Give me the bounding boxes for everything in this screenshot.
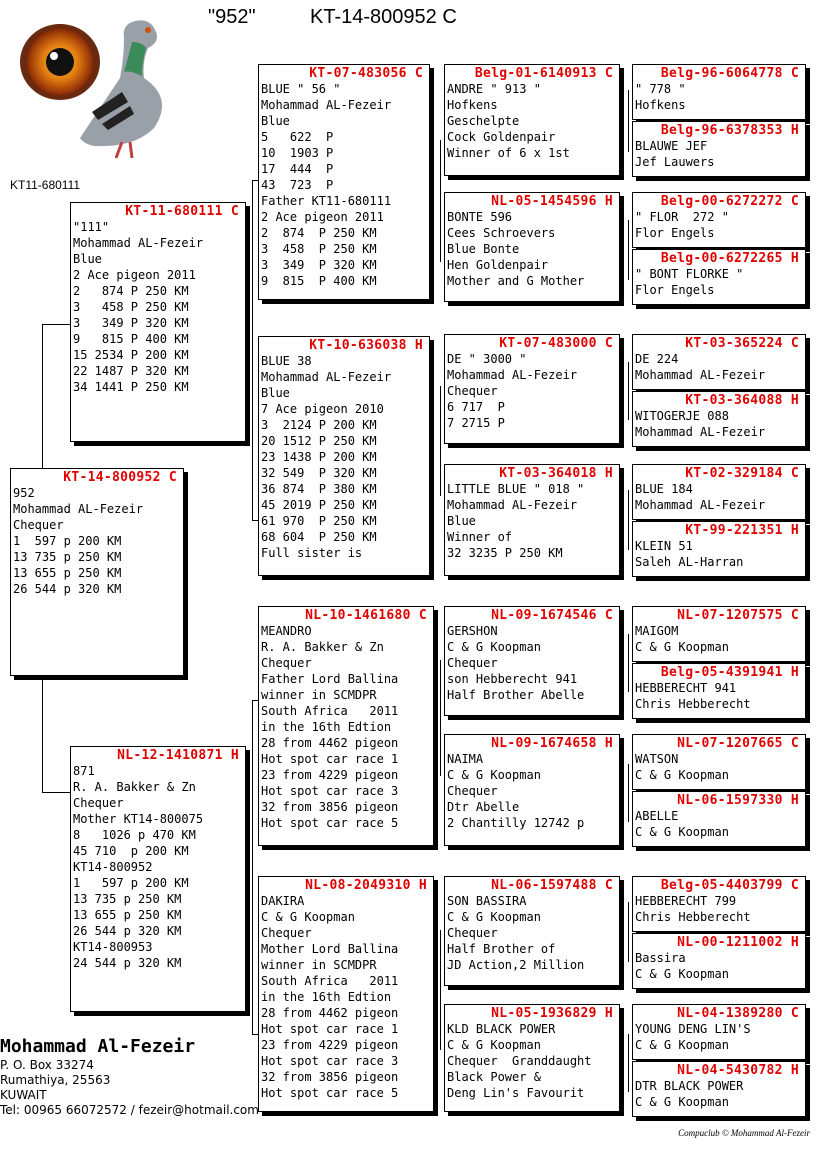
card-line: 20 1512 P 250 KM	[261, 434, 377, 448]
connector-line	[628, 90, 629, 152]
card-line: C & G Koopman	[447, 640, 541, 654]
card-lines	[445, 351, 619, 431]
card-line: 2 Ace pigeon 2011	[73, 268, 196, 282]
card-line: Chequer	[261, 656, 312, 670]
card-line: 2 874 P 250 KM	[73, 284, 189, 298]
card-lines	[445, 893, 619, 973]
pedigree-card-dd[interactable]	[258, 876, 434, 1112]
card-line: GERSHON	[447, 624, 498, 638]
ring-number: NL-05-1936829 H	[491, 1006, 613, 1021]
card-line: 8 1026 p 470 KM	[73, 828, 196, 842]
card-line: BONTE 596	[447, 210, 513, 224]
card-lines	[259, 623, 433, 831]
card-lines	[633, 138, 805, 170]
pedigree-card-g15[interactable]	[632, 1004, 806, 1060]
card-lines	[71, 219, 245, 395]
card-line: BLUE 38	[261, 354, 312, 368]
card-line: KT14-800952	[73, 860, 153, 874]
connector-line	[440, 660, 441, 776]
copyright-notice: Compuclub © Mohammad Al-Fezeir	[678, 1128, 810, 1138]
connector-line	[628, 902, 629, 962]
card-line: Chequer	[447, 926, 498, 940]
pedigree-card-g4[interactable]	[632, 249, 806, 305]
pedigree-card-g5[interactable]	[632, 334, 806, 390]
card-line: KLEIN 51	[635, 539, 693, 553]
card-line: R. A. Bakker & Zn	[261, 640, 384, 654]
pedigree-card-sss[interactable]	[444, 64, 620, 176]
card-lines	[445, 81, 619, 161]
ring-number: KT-03-364088 H	[685, 393, 799, 408]
card-line: son Hebberecht 941	[447, 672, 578, 686]
card-lines	[445, 623, 619, 703]
card-line: 32 from 3856 pigeon	[261, 1070, 399, 1084]
card-line: 32 from 3856 pigeon	[261, 800, 399, 814]
ring-number: NL-05-1454596 H	[491, 194, 613, 209]
card-line: Chequer	[73, 796, 124, 810]
connector-line	[252, 180, 253, 520]
logo-caption: KT11-680111	[10, 178, 81, 192]
connector-line	[628, 220, 629, 280]
card-line: 3 458 P 250 KM	[261, 242, 377, 256]
card-line: Full sister is	[261, 546, 363, 560]
card-lines	[633, 808, 805, 840]
card-line: 2 874 P 250 KM	[261, 226, 377, 240]
owner-name: Mohammad Al-Fezeir	[0, 1036, 196, 1057]
pedigree-card-g6[interactable]	[632, 391, 806, 447]
card-line: HEBBERECHT 799	[635, 894, 737, 908]
card-lines	[633, 351, 805, 383]
pedigree-card-g12[interactable]	[632, 791, 806, 847]
card-line: 3 458 P 250 KM	[73, 300, 189, 314]
card-line: Black Power &	[447, 1070, 541, 1084]
ring-number: Belg-96-6064778 C	[660, 66, 799, 81]
card-line: C & G Koopman	[447, 1038, 541, 1052]
ring-number: KT-03-365224 C	[685, 336, 799, 351]
card-lines	[633, 1078, 805, 1110]
card-line: 17 444 P	[261, 162, 334, 176]
card-line: WITOGERJE 088	[635, 409, 729, 423]
pedigree-card-dsd[interactable]	[444, 734, 620, 846]
pedigree-card-ddd[interactable]	[444, 1004, 620, 1112]
pedigree-card-ssd[interactable]	[444, 192, 620, 302]
owner-contact-block	[0, 1036, 259, 1118]
card-line: Half Brother of	[447, 942, 556, 956]
ring-number: Belg-00-6272265 H	[660, 251, 799, 266]
ring-number: KT-10-636038 H	[309, 338, 423, 353]
card-line: Mohammad AL-Fezeir	[13, 502, 144, 516]
ring-number: Belg-01-6140913 C	[474, 66, 613, 81]
card-line: KLD BLACK POWER	[447, 1022, 556, 1036]
card-line: Chequer	[261, 926, 312, 940]
card-line: 32 3235 P 250 KM	[447, 546, 563, 560]
card-line: 9 815 P 400 KM	[73, 332, 189, 346]
card-line: 36 874 P 380 KM	[261, 482, 377, 496]
card-line: DE " 3000 "	[447, 352, 527, 366]
card-line: DAKIRA	[261, 894, 305, 908]
card-lines	[633, 266, 805, 298]
card-line: Hofkens	[635, 98, 686, 112]
card-lines	[259, 893, 433, 1101]
pedigree-card-ss[interactable]	[258, 64, 430, 300]
pedigree-card-dss[interactable]	[444, 606, 620, 716]
card-lines	[633, 950, 805, 982]
pigeon-name-title: "952"	[208, 6, 256, 28]
card-line: Mohammad AL-Fezeir	[261, 370, 392, 384]
pedigree-card-sds[interactable]	[444, 334, 620, 444]
card-line: " FLOR 272 "	[635, 210, 729, 224]
card-line: HEBBERECHT 941	[635, 681, 737, 695]
pedigree-card-sd[interactable]	[258, 336, 430, 576]
ring-number: KT-07-483000 C	[499, 336, 613, 351]
ring-number: NL-10-1461680 C	[305, 608, 427, 623]
card-line: 61 970 P 250 KM	[261, 514, 377, 528]
connector-line	[440, 386, 441, 496]
card-line: C & G Koopman	[635, 1095, 729, 1109]
card-lines	[11, 485, 183, 597]
card-lines	[633, 481, 805, 513]
card-line: "111"	[73, 220, 110, 234]
ring-number: NL-09-1674658 H	[491, 736, 613, 751]
pedigree-card-g16[interactable]	[632, 1061, 806, 1117]
card-line: ANDRE " 913 "	[447, 82, 541, 96]
pedigree-card-subject[interactable]	[10, 468, 184, 676]
card-line: 45 710 p 200 KM	[73, 844, 189, 858]
card-line: 1 597 p 200 KM	[73, 876, 189, 890]
card-line: 13 735 p 250 KM	[13, 550, 122, 564]
ring-number: NL-07-1207575 C	[677, 608, 799, 623]
pedigree-card-g10[interactable]	[632, 663, 806, 719]
card-line: Chris Hebberecht	[635, 910, 751, 924]
card-line: LITTLE BLUE " 018 "	[447, 482, 585, 496]
card-line: 871	[73, 764, 95, 778]
card-line: C & G Koopman	[261, 910, 355, 924]
card-line: Cees Schroevers	[447, 226, 556, 240]
card-line: 28 from 4462 pigeon	[261, 1006, 399, 1020]
card-line: Hot spot car race 1	[261, 1022, 399, 1036]
card-line: 24 544 p 320 KM	[73, 956, 182, 970]
card-line: Hot spot car race 3	[261, 1054, 399, 1068]
card-line: DE 224	[635, 352, 679, 366]
card-line: in the 16th Edtion	[261, 720, 392, 734]
card-lines	[633, 623, 805, 655]
pedigree-card-dam[interactable]	[70, 746, 246, 1012]
ring-number: Belg-05-4403799 C	[660, 878, 799, 893]
card-line: Chequer	[447, 656, 498, 670]
card-line: Flor Engels	[635, 283, 715, 297]
card-line: NAIMA	[447, 752, 484, 766]
card-line: SON BASSIRA	[447, 894, 527, 908]
card-line: MAIGOM	[635, 624, 679, 638]
card-line: 7 Ace pigeon 2010	[261, 402, 384, 416]
card-line: in the 16th Edtion	[261, 990, 392, 1004]
ring-number: NL-06-1597488 C	[491, 878, 613, 893]
ring-number: KT-02-329184 C	[685, 466, 799, 481]
card-line: Mohammad AL-Fezeir	[635, 498, 766, 512]
card-line: 13 655 p 250 KM	[73, 908, 182, 922]
card-lines	[445, 209, 619, 289]
card-line: Chequer	[447, 384, 498, 398]
card-line: winner in SCMDPR	[261, 958, 377, 972]
card-lines	[633, 751, 805, 783]
card-line: 22 1487 P 320 KM	[73, 364, 189, 378]
card-line: 23 from 4229 pigeon	[261, 768, 399, 782]
connector-line	[628, 490, 629, 550]
ring-number: NL-06-1597330 H	[677, 793, 799, 808]
card-line: Chequer	[13, 518, 64, 532]
connector-line	[440, 930, 441, 1050]
card-line: South Africa 2011	[261, 704, 399, 718]
card-line: Deng Lin's Favourit	[447, 1086, 585, 1100]
card-line: Jef Lauwers	[635, 155, 715, 169]
card-line: Mohammad AL-Fezeir	[447, 368, 578, 382]
pedigree-card-g13[interactable]	[632, 876, 806, 932]
card-lines	[633, 209, 805, 241]
card-line: Blue Bonte	[447, 242, 520, 256]
card-line: Flor Engels	[635, 226, 715, 240]
card-line: Mohammad AL-Fezeir	[447, 498, 578, 512]
card-line: Winner of 6 x 1st	[447, 146, 570, 160]
card-line: " BONT FLORKE "	[635, 267, 744, 281]
card-line: 43 723 P	[261, 178, 334, 192]
card-lines	[633, 538, 805, 570]
connector-line	[42, 324, 70, 325]
card-lines	[445, 751, 619, 831]
card-line: 3 349 P 320 KM	[261, 258, 377, 272]
card-line: Cock Goldenpair	[447, 130, 556, 144]
ring-number: NL-04-1389280 C	[677, 1006, 799, 1021]
card-line: Hen Goldenpair	[447, 258, 549, 272]
pedigree-card-ds[interactable]	[258, 606, 434, 846]
card-line: Bassira	[635, 951, 686, 965]
card-line: BLUE " 56 "	[261, 82, 341, 96]
card-line: 1 597 p 200 KM	[13, 534, 122, 548]
card-line: Blue	[447, 514, 476, 528]
card-line: Mother KT14-800075	[73, 812, 204, 826]
ring-number: KT-99-221351 H	[685, 523, 799, 538]
pedigree-card-sdd[interactable]	[444, 464, 620, 576]
pedigree-card-dds[interactable]	[444, 876, 620, 986]
connector-line	[42, 680, 43, 792]
card-line: Father KT11-680111	[261, 194, 392, 208]
card-line: 7 2715 P	[447, 416, 505, 430]
card-line: 26 544 p 320 KM	[13, 582, 122, 596]
ring-number: NL-08-2049310 H	[305, 878, 427, 893]
card-line: C & G Koopman	[635, 768, 729, 782]
card-lines	[259, 353, 429, 561]
card-line: Hot spot car race 1	[261, 752, 399, 766]
card-line: Saleh AL-Harran	[635, 555, 744, 569]
card-lines	[633, 893, 805, 925]
card-line: C & G Koopman	[635, 967, 729, 981]
connector-line	[628, 764, 629, 822]
pedigree-card-g2[interactable]	[632, 121, 806, 177]
pigeon-ring-title: KT-14-800952 C	[310, 6, 457, 28]
card-line: Father Lord Ballina	[261, 672, 399, 686]
card-line: Blue	[261, 114, 290, 128]
card-line: Mother Lord Ballina	[261, 942, 399, 956]
ring-number: NL-00-1211002 H	[677, 935, 799, 950]
card-line: 23 1438 P 200 KM	[261, 450, 377, 464]
card-line: 9 815 P 400 KM	[261, 274, 377, 288]
card-line: Winner of	[447, 530, 513, 544]
owner-address-lines	[0, 1058, 259, 1118]
card-line: Hot spot car race 5	[261, 1086, 399, 1100]
card-line: YOUNG DENG LIN'S	[635, 1022, 751, 1036]
pedigree-card-g14[interactable]	[632, 933, 806, 989]
card-line: Geschelpte	[447, 114, 520, 128]
card-line: Blue	[261, 386, 290, 400]
card-line: 2 Ace pigeon 2011	[261, 210, 384, 224]
card-line: Blue	[73, 252, 102, 266]
connector-line	[42, 792, 70, 793]
ring-number: NL-07-1207665 C	[677, 736, 799, 751]
card-line: Dtr Abelle	[447, 800, 520, 814]
card-line: 3 2124 P 200 KM	[261, 418, 377, 432]
owner-address-line: Tel: 00965 66072572 / fezeir@hotmail.com	[0, 1103, 259, 1117]
ring-number: Belg-05-4391941 H	[660, 665, 799, 680]
card-lines	[633, 680, 805, 712]
card-line: 3 349 P 320 KM	[73, 316, 189, 330]
owner-address-line: P. O. Box 33274	[0, 1058, 94, 1072]
connector-line	[628, 634, 629, 692]
card-line: 34 1441 P 250 KM	[73, 380, 189, 394]
card-line: KT14-800953	[73, 940, 153, 954]
connector-line	[42, 324, 43, 468]
card-line: Hot spot car race 3	[261, 784, 399, 798]
card-line: Chequer Granddaught	[447, 1054, 592, 1068]
card-line: 68 604 P 250 KM	[261, 530, 377, 544]
ring-number: KT-11-680111 C	[125, 204, 239, 219]
ring-number: KT-14-800952 C	[63, 470, 177, 485]
card-lines	[633, 81, 805, 113]
ring-number: KT-07-483056 C	[309, 66, 423, 81]
card-lines	[445, 481, 619, 561]
card-line: " 778 "	[635, 82, 686, 96]
ring-number: NL-09-1674546 C	[491, 608, 613, 623]
card-line: DTR BLACK POWER	[635, 1079, 744, 1093]
card-line: C & G Koopman	[635, 640, 729, 654]
card-line: South Africa 2011	[261, 974, 399, 988]
pedigree-card-g1[interactable]	[632, 64, 806, 120]
card-line: Mohammad AL-Fezeir	[261, 98, 392, 112]
card-line: R. A. Bakker & Zn	[73, 780, 196, 794]
card-line: 32 549 P 320 KM	[261, 466, 377, 480]
card-line: C & G Koopman	[635, 825, 729, 839]
connector-line	[252, 700, 253, 1034]
card-line: 13 735 p 250 KM	[73, 892, 182, 906]
card-line: Mother and G Mother	[447, 274, 585, 288]
connector-line	[628, 1034, 629, 1092]
pedigree-card-sire[interactable]	[70, 202, 246, 442]
card-line: C & G Koopman	[635, 1038, 729, 1052]
card-line: JD Action,2 Million	[447, 958, 585, 972]
card-line: WATSON	[635, 752, 679, 766]
card-line: C & G Koopman	[447, 910, 541, 924]
card-line: 5 622 P	[261, 130, 334, 144]
card-line: 10 1903 P	[261, 146, 334, 160]
card-line: ABELLE	[635, 809, 679, 823]
connector-line	[440, 140, 441, 262]
card-line: 952	[13, 486, 35, 500]
card-line: Chequer	[447, 784, 498, 798]
pigeon-eye-logo	[12, 12, 172, 162]
ring-number: NL-12-1410871 H	[117, 748, 239, 763]
card-line: 15 2534 P 200 KM	[73, 348, 189, 362]
card-line: Hofkens	[447, 98, 498, 112]
card-lines	[259, 81, 429, 289]
card-lines	[633, 408, 805, 440]
card-line: winner in SCMDPR	[261, 688, 377, 702]
card-line: 28 from 4462 pigeon	[261, 736, 399, 750]
card-line: BLAUWE JEF	[635, 139, 708, 153]
card-line: 13 655 p 250 KM	[13, 566, 122, 580]
pedigree-card-g7[interactable]	[632, 464, 806, 520]
owner-address-line: Rumathiya, 25563	[0, 1073, 111, 1087]
card-lines	[633, 1021, 805, 1053]
card-line: Hot spot car race 5	[261, 816, 399, 830]
pedigree-card-g3[interactable]	[632, 192, 806, 248]
ring-number: NL-04-5430782 H	[677, 1063, 799, 1078]
card-line: Mohammad AL-Fezeir	[635, 368, 766, 382]
card-line: 23 from 4229 pigeon	[261, 1038, 399, 1052]
card-lines	[71, 763, 245, 971]
ring-number: KT-03-364018 H	[499, 466, 613, 481]
pedigree-card-g11[interactable]	[632, 734, 806, 790]
card-line: 2 Chantilly 12742 p	[447, 816, 585, 830]
card-line: 6 717 P	[447, 400, 505, 414]
card-line: 45 2019 P 250 KM	[261, 498, 377, 512]
card-line: Chris Hebberecht	[635, 697, 751, 711]
card-lines	[445, 1021, 619, 1101]
connector-line	[628, 362, 629, 420]
card-line: Mohammad AL-Fezeir	[73, 236, 204, 250]
pedigree-card-g9[interactable]	[632, 606, 806, 662]
card-line: Mohammad AL-Fezeir	[635, 425, 766, 439]
pedigree-card-g8[interactable]	[632, 521, 806, 577]
card-line: 26 544 p 320 KM	[73, 924, 182, 938]
ring-number: Belg-96-6378353 H	[660, 123, 799, 138]
card-line: BLUE 184	[635, 482, 693, 496]
card-line: MEANDRO	[261, 624, 312, 638]
card-line: Half Brother Abelle	[447, 688, 585, 702]
owner-address-line: KUWAIT	[0, 1088, 47, 1102]
ring-number: Belg-00-6272272 C	[660, 194, 799, 209]
card-line: C & G Koopman	[447, 768, 541, 782]
